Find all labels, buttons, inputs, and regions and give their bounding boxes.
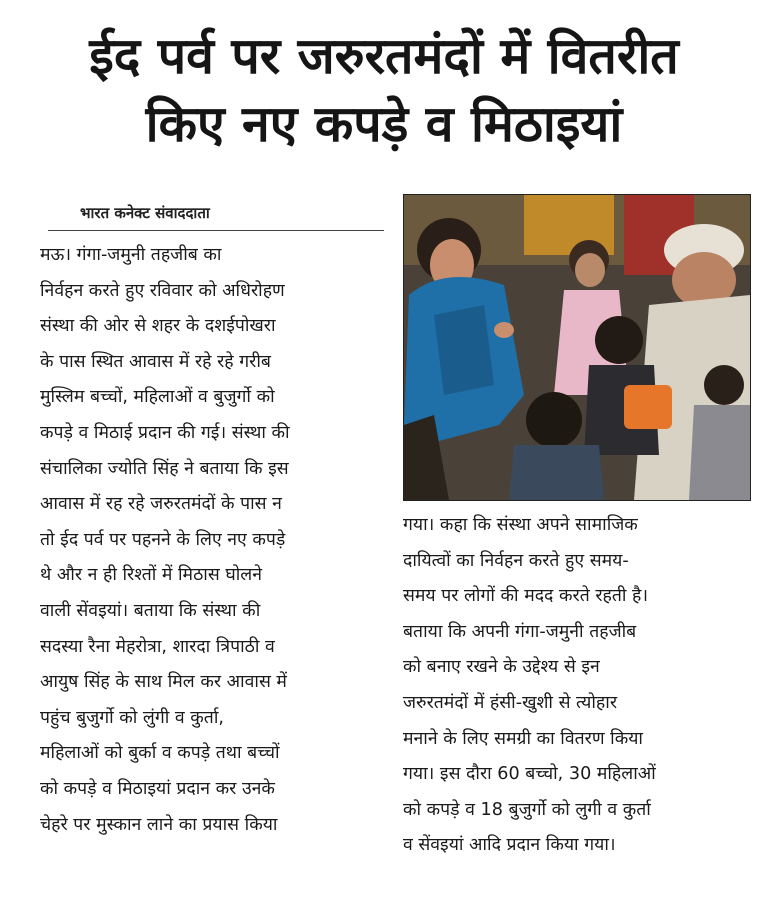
- article-line: को कपड़े व 18 बुजुर्गो को लुगी व कुर्ता: [403, 799, 651, 820]
- article-line: वाली सेंवइयां। बताया कि संस्था की: [40, 600, 261, 621]
- article-line: मऊ। गंगा-जमुनी तहजीब का: [40, 245, 222, 265]
- photo-illustration: [404, 195, 750, 500]
- headline-line-1: ईद पर्व पर जरुरतमंदों में वितरीत: [89, 27, 679, 85]
- article-line: संचालिका ज्योति सिंह ने बताया कि इस: [40, 458, 289, 479]
- headline: [0, 22, 768, 158]
- article-line: समय पर लोगों की मदद करते रहती है।: [403, 586, 649, 607]
- article-line: व सेंवइयां आदि प्रदान किया गया।: [403, 835, 616, 856]
- article-line: बताया कि अपनी गंगा-जमुनी तहजीब: [403, 621, 637, 642]
- headline-line-2: किए नए कपड़े व मिठाइयां: [145, 95, 623, 153]
- article-line: जरुरतमंदों में हंसी-खुशी से त्योहार: [403, 692, 618, 713]
- byline-divider: [48, 230, 384, 231]
- article-line: को कपड़े व मिठाइयां प्रदान कर उनके: [40, 778, 275, 799]
- article-line: मुस्लिम बच्चों, महिलाओं व बुजुर्गो को: [40, 387, 275, 408]
- article-line: महिलाओं को बुर्का व कपड़े तथा बच्चों: [40, 743, 280, 764]
- article-column-left: [40, 238, 378, 843]
- article-line: थे और न ही रिश्तों में मिठास घोलने: [40, 565, 262, 586]
- article-line: मनाने के लिए समग्री का वितरण किया: [403, 728, 643, 749]
- article-line: दायित्वों का निर्वहन करते हुए समय-: [403, 550, 629, 571]
- news-photo: [403, 194, 751, 501]
- article-line: गया। कहा कि संस्था अपने सामाजिक: [403, 515, 638, 535]
- article-column-right: [403, 508, 753, 864]
- article-line: कपड़े व मिठाई प्रदान की गई। संस्था की: [40, 422, 290, 443]
- article-line: आयुष सिंह के साथ मिल कर आवास में: [40, 672, 287, 693]
- article-line: आवास में रह रहे जरुरतमंदों के पास न: [40, 494, 282, 515]
- article-line: चेहरे पर मुस्कान लाने का प्रयास किया: [40, 814, 278, 835]
- article-line: को बनाए रखने के उद्देश्य से इन: [403, 657, 600, 678]
- article-line: पहुंच बुजुर्गो को लुंगी व कुर्ता,: [40, 707, 224, 728]
- article-line: निर्वहन करते हुए रविवार को अधिरोहण: [40, 280, 285, 301]
- article-line: के पास स्थित आवास में रहे रहे गरीब: [40, 351, 271, 372]
- article-line: तो ईद पर्व पर पहनने के लिए नए कपड़े: [40, 529, 286, 550]
- article-line: संस्था की ओर से शहर के दशईपोखरा: [40, 316, 276, 337]
- article-line: गया। इस दौरा 60 बच्चो, 30 महिलाओं: [403, 764, 656, 785]
- byline: भारत कनेक्ट संवाददाता: [80, 204, 210, 222]
- article-line: सदस्या रैना मेहरोत्रा, शारदा त्रिपाठी व: [40, 636, 275, 657]
